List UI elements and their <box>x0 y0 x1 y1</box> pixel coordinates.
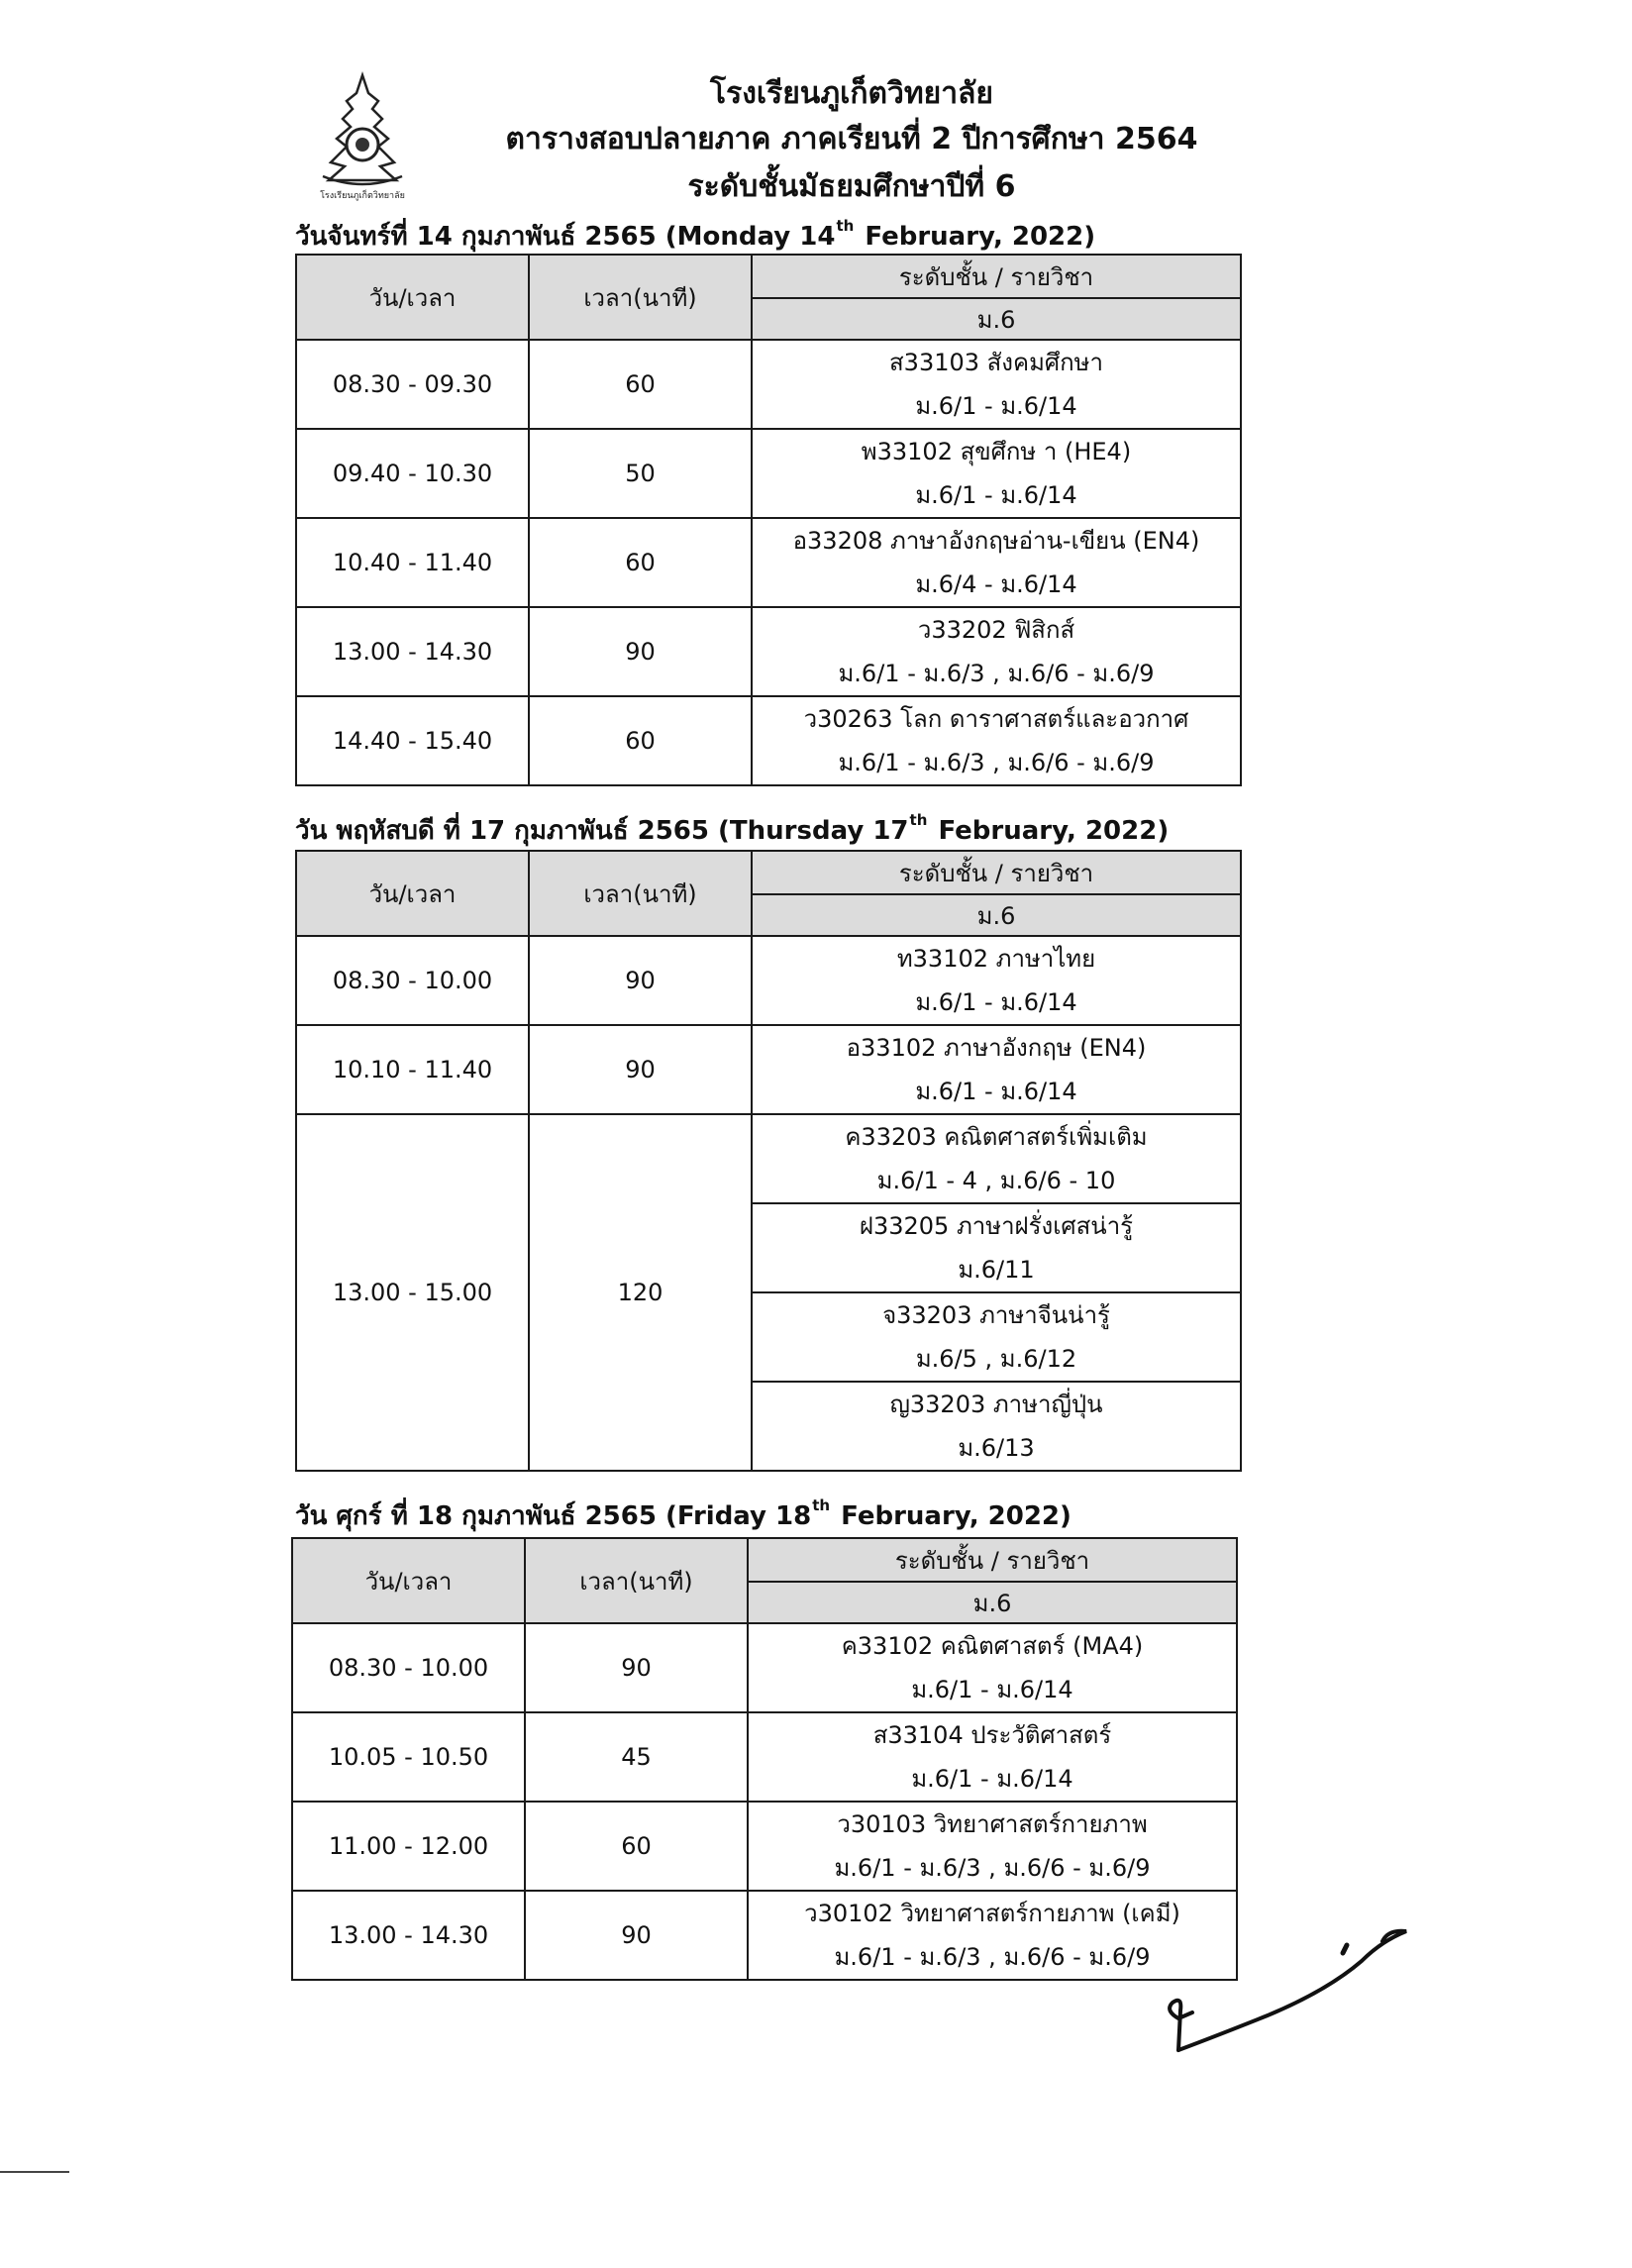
school-crest-logo <box>309 71 416 204</box>
subject-cell: ท33102 ภาษาไทย ม.6/1 - ม.6/14 <box>752 936 1241 1025</box>
time-cell: 08.30 - 10.00 <box>292 1623 525 1712</box>
day-title-monday: วันจันทร์ที่ 14 กุมภาพันธ์ 2565 (Monday 14th February, 2022) <box>295 217 1096 252</box>
time-cell: 08.30 - 09.30 <box>296 340 529 429</box>
minutes-cell: 90 <box>525 1623 748 1712</box>
subject-cell: ส33103 สังคมศึกษา ม.6/1 - ม.6/14 <box>752 340 1241 429</box>
subject-cell: ญ33203 ภาษาญี่ปุ่น ม.6/13 <box>752 1382 1241 1471</box>
grade-level-title: ระดับชั้นมัธยมศึกษาปีที่ 6 <box>687 169 1016 204</box>
header-subject: ระดับชั้น / รายวิชา <box>748 1538 1237 1582</box>
time-cell: 10.10 - 11.40 <box>296 1025 529 1114</box>
minutes-cell: 90 <box>529 1025 752 1114</box>
handwritten-signature <box>1159 1902 1416 2070</box>
header-time: วัน/เวลา <box>296 851 529 936</box>
table-row <box>292 1891 1237 1980</box>
subject-cell: จ33203 ภาษาจีนน่ารู้ ม.6/5 , ม.6/12 <box>752 1292 1241 1382</box>
header-time: วัน/เวลา <box>296 255 529 340</box>
header-minutes: เวลา(นาที) <box>525 1538 748 1623</box>
header-minutes: เวลา(นาที) <box>529 255 752 340</box>
minutes-cell: 45 <box>525 1712 748 1802</box>
time-cell: 11.00 - 12.00 <box>292 1802 525 1891</box>
schedule-table-friday <box>291 1537 1238 1981</box>
header-subject: ระดับชั้น / รายวิชา <box>752 255 1241 298</box>
subject-cell: ค33102 คณิตศาสตร์ (MA4) ม.6/1 - ม.6/14 <box>748 1623 1237 1712</box>
subject-cell: ว30103 วิทยาศาสตร์กายภาพ ม.6/1 - ม.6/3 , ม.6/6 - ม.6/9 <box>748 1802 1237 1891</box>
subject-cell: ว30263 โลก ดาราศาสตร์และอวกาศ ม.6/1 - ม.6/3 , ม.6/6 - ม.6/9 <box>752 696 1241 785</box>
minutes-cell: 90 <box>529 607 752 696</box>
header-time: วัน/เวลา <box>292 1538 525 1623</box>
schedule-table-thursday <box>295 850 1242 1472</box>
minutes-cell: 60 <box>529 340 752 429</box>
subject-cell: ว33202 ฟิสิกส์ ม.6/1 - ม.6/3 , ม.6/6 - ม.6/9 <box>752 607 1241 696</box>
time-cell: 13.00 - 14.30 <box>296 607 529 696</box>
subject-cell: ค33203 คณิตศาสตร์เพิ่มเติม ม.6/1 - 4 , ม.6/6 - 10 <box>752 1114 1241 1203</box>
minutes-cell: 90 <box>529 936 752 1025</box>
subject-cell: ฝ33205 ภาษาฝรั่งเศสน่ารู้ ม.6/11 <box>752 1203 1241 1292</box>
schedule-title: ตารางสอบปลายภาค ภาคเรียนที่ 2 ปีการศึกษา 2564 <box>505 122 1198 156</box>
subject-cell: ว30102 วิทยาศาสตร์กายภาพ (เคมี) ม.6/1 - ม.6/3 , ม.6/6 - ม.6/9 <box>748 1891 1237 1980</box>
day-title-thursday: วัน พฤหัสบดี ที่ 17 กุมภาพันธ์ 2565 (Thursday 17th February, 2022) <box>295 811 1170 846</box>
table-row <box>292 1802 1237 1891</box>
table-row <box>292 1623 1237 1712</box>
header-grade: ม.6 <box>752 298 1241 340</box>
table-row <box>296 1025 1241 1114</box>
time-cell: 13.00 - 15.00 <box>296 1114 529 1471</box>
school-name: โรงเรียนภูเก็ตวิทยาลัย <box>709 76 993 111</box>
minutes-cell: 60 <box>525 1802 748 1891</box>
time-cell: 08.30 - 10.00 <box>296 936 529 1025</box>
time-cell: 09.40 - 10.30 <box>296 429 529 518</box>
header-grade: ม.6 <box>748 1582 1237 1623</box>
table-row <box>296 518 1241 607</box>
table-row <box>296 936 1241 1025</box>
svg-text:โรงเรียนภูเก็ตวิทยาลัย: โรงเรียนภูเก็ตวิทยาลัย <box>320 191 405 201</box>
header-subject: ระดับชั้น / รายวิชา <box>752 851 1241 894</box>
subject-cell: อ33208 ภาษาอังกฤษอ่าน-เขียน (EN4) ม.6/4 - ม.6/14 <box>752 518 1241 607</box>
minutes-cell: 60 <box>529 696 752 785</box>
time-cell: 10.40 - 11.40 <box>296 518 529 607</box>
table-row <box>292 1712 1237 1802</box>
table-row <box>296 696 1241 785</box>
minutes-cell: 60 <box>529 518 752 607</box>
subject-cell: พ33102 สุขศึกษ า (HE4) ม.6/1 - ม.6/14 <box>752 429 1241 518</box>
header-grade: ม.6 <box>752 894 1241 936</box>
minutes-cell: 90 <box>525 1891 748 1980</box>
time-cell: 13.00 - 14.30 <box>292 1891 525 1980</box>
header-minutes: เวลา(นาที) <box>529 851 752 936</box>
minutes-cell: 50 <box>529 429 752 518</box>
table-row <box>296 429 1241 518</box>
table-row <box>296 607 1241 696</box>
subject-cell: ส33104 ประวัติศาสตร์ ม.6/1 - ม.6/14 <box>748 1712 1237 1802</box>
schedule-table-monday <box>295 254 1242 786</box>
time-cell: 10.05 - 10.50 <box>292 1712 525 1802</box>
page-edge-mark <box>0 2171 69 2173</box>
subject-cell: อ33102 ภาษาอังกฤษ (EN4) ม.6/1 - ม.6/14 <box>752 1025 1241 1114</box>
table-row <box>296 340 1241 429</box>
time-cell: 14.40 - 15.40 <box>296 696 529 785</box>
table-row <box>296 1114 1241 1203</box>
day-title-friday: วัน ศุกร์ ที่ 18 กุมภาพันธ์ 2565 (Friday 18th February, 2022) <box>295 1496 1071 1531</box>
minutes-cell: 120 <box>529 1114 752 1471</box>
